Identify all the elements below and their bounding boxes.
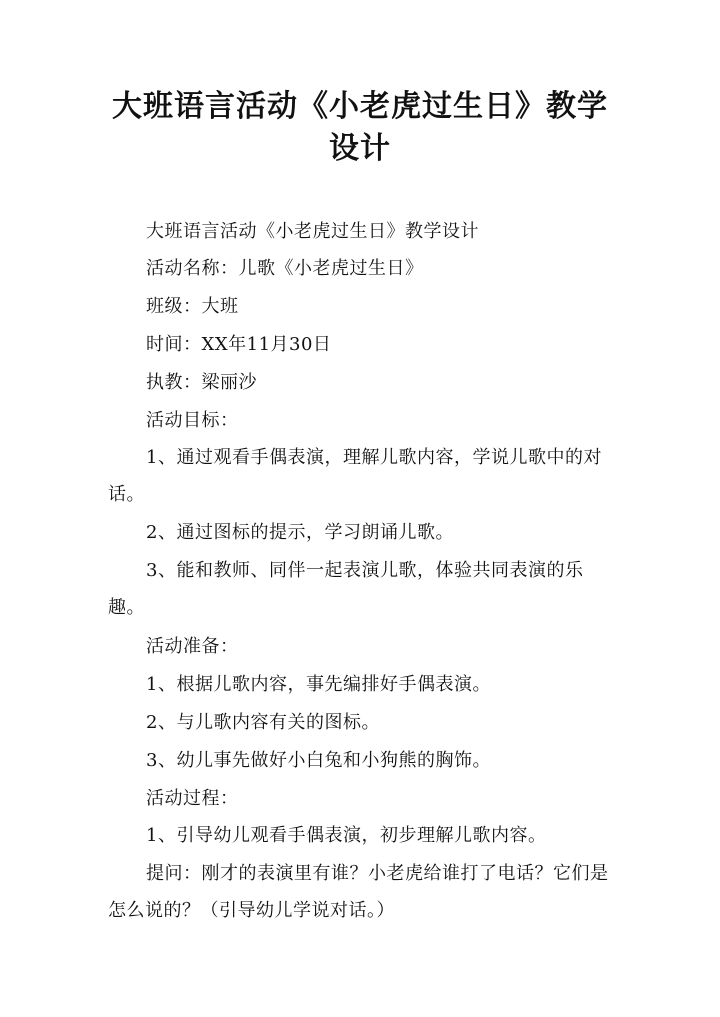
goal-item-3: 3、能和教师、同伴一起表演儿歌，体验共同表演的乐趣。 [108,560,584,618]
preparation-item-2: 2、与儿歌内容有关的图标。 [146,712,380,733]
section-heading-goals: 活动目标： [146,410,239,431]
goal-item-1: 1、通过观看手偶表演，理解儿歌内容，学说儿歌中的对话。 [108,447,602,505]
section-heading-preparation: 活动准备： [146,636,239,657]
paragraph-teacher: 执教：梁丽沙 [146,372,257,393]
goal-item-2: 2、通过图标的提示，学习朗诵儿歌。 [146,522,454,543]
paragraph-activity-name: 活动名称：儿歌《小老虎过生日》 [146,258,424,279]
preparation-item-3: 3、幼儿事先做好小白兔和小狗熊的胸饰。 [146,750,491,771]
process-item-1: 1、引导幼儿观看手偶表演，初步理解儿歌内容。 [146,825,547,846]
paragraph-heading-repeat: 大班语言活动《小老虎过生日》教学设计 [146,221,479,242]
section-heading-process: 活动过程： [146,788,239,809]
paragraph-class: 班级：大班 [146,296,239,317]
process-question: 提问：刚才的表演里有谁？小老虎给谁打了电话？它们是怎么说的？（引导幼儿学说对话。） [108,863,609,921]
document-title: 大班语言活动《小老虎过生日》教学设计 [112,89,608,166]
paragraph-date: 时间：XX年11月30日 [146,334,332,355]
preparation-item-1: 1、根据儿歌内容，事先编排好手偶表演。 [146,674,491,695]
